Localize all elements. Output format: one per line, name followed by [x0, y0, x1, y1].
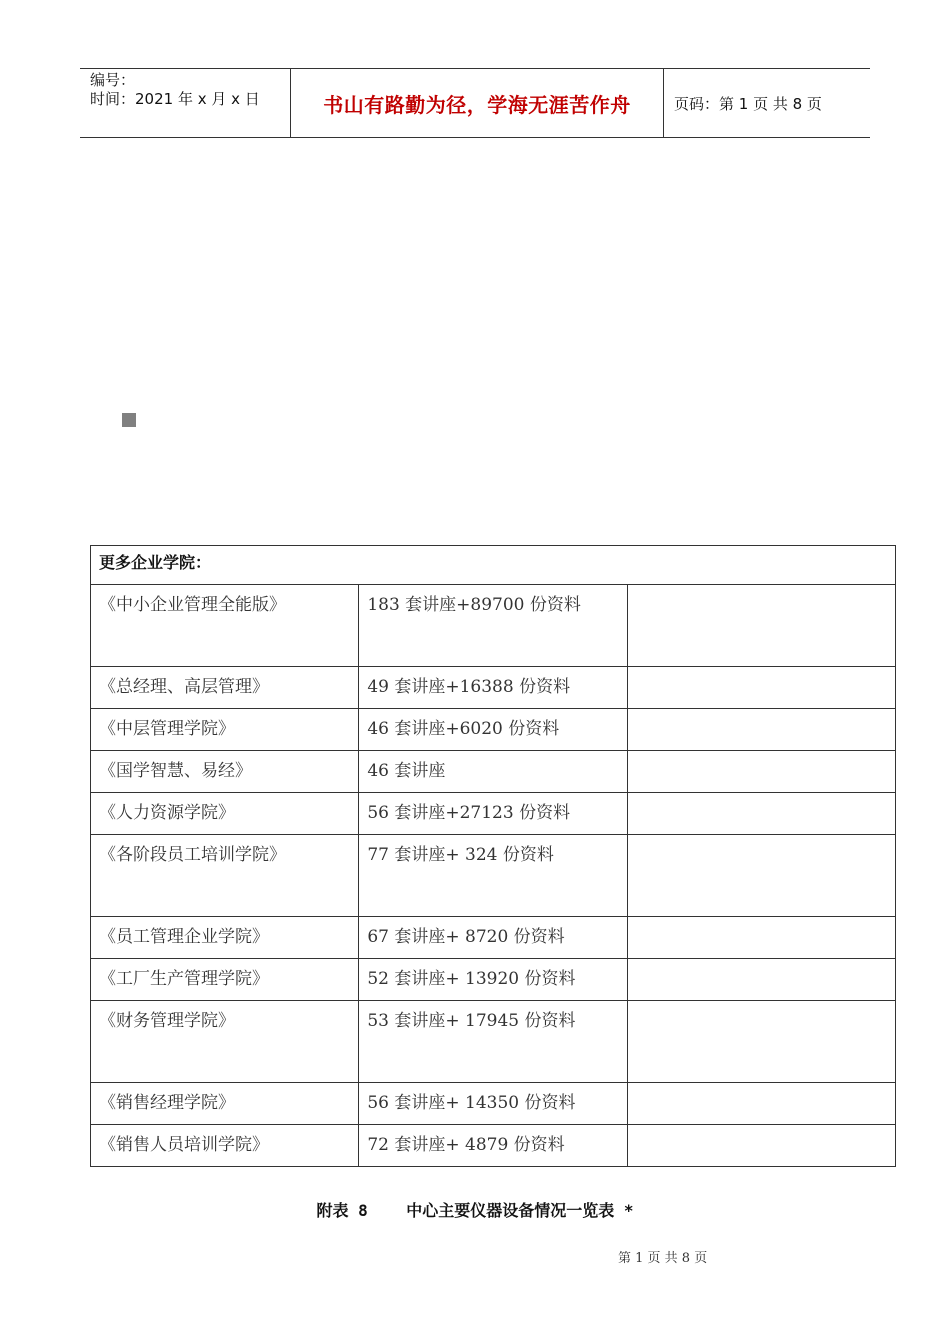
- academy-content: 46 套讲座: [367, 761, 446, 781]
- academy-name-cell: [91, 917, 359, 959]
- academy-name: 《中小企业管理全能版》: [99, 595, 286, 615]
- academy-content: 56 套讲座+27123 份资料: [367, 803, 571, 823]
- table-row: [91, 917, 896, 959]
- academy-note-cell: [627, 667, 895, 709]
- academy-name: 《销售人员培训学院》: [99, 1135, 269, 1155]
- academy-name-cell: [91, 1001, 359, 1083]
- table-row: [91, 835, 896, 917]
- table-row: [91, 585, 896, 667]
- academy-name-cell: [91, 709, 359, 751]
- academy-note-cell: [627, 1001, 895, 1083]
- academy-content-cell: [359, 917, 627, 959]
- academy-note-cell: [627, 709, 895, 751]
- academy-name-cell: [91, 667, 359, 709]
- header-meta: [80, 69, 291, 137]
- academy-content-cell: [359, 667, 627, 709]
- academy-content-cell: [359, 1083, 627, 1125]
- academy-note-cell: [627, 1083, 895, 1125]
- academy-name-cell: [91, 1083, 359, 1125]
- table-row: [91, 709, 896, 751]
- table-heading: 更多企业学院：: [91, 546, 896, 585]
- academy-name-cell: [91, 751, 359, 793]
- academy-content: 56 套讲座+ 14350 份资料: [367, 1093, 576, 1113]
- academy-content: 53 套讲座+ 17945 份资料: [367, 1011, 576, 1031]
- academy-name: 《中层管理学院》: [99, 719, 235, 739]
- academy-content: 67 套讲座+ 8720 份资料: [367, 927, 565, 947]
- header-motto: 书山有路勤为径，学海无涯苦作舟: [291, 69, 664, 137]
- academy-note-cell: [627, 751, 895, 793]
- academy-content-cell: [359, 959, 627, 1001]
- academy-content: 46 套讲座+6020 份资料: [367, 719, 560, 739]
- table-row: [91, 959, 896, 1001]
- academy-name: 《工厂生产管理学院》: [99, 969, 269, 989]
- academy-name-cell: [91, 835, 359, 917]
- academy-content-cell: [359, 751, 627, 793]
- academy-name: 《人力资源学院》: [99, 803, 235, 823]
- academy-content: 72 套讲座+ 4879 份资料: [367, 1135, 565, 1155]
- academy-name-cell: [91, 959, 359, 1001]
- academy-name-cell: [91, 585, 359, 667]
- academy-content: 77 套讲座+ 324 份资料: [367, 845, 554, 865]
- academy-note-cell: [627, 835, 895, 917]
- academy-name: 《销售经理学院》: [99, 1093, 235, 1113]
- academy-name-cell: [91, 793, 359, 835]
- academy-note-cell: [627, 917, 895, 959]
- table-heading-row: [91, 546, 896, 585]
- academy-table: [90, 545, 896, 1167]
- academy-content-cell: [359, 1001, 627, 1083]
- academy-content-cell: [359, 1125, 627, 1167]
- academy-name-cell: [91, 1125, 359, 1167]
- table-row: [91, 793, 896, 835]
- number-label: 编号：: [90, 71, 136, 89]
- table-caption: 附表 8 中心主要仪器设备情况一览表 *: [316, 1201, 634, 1220]
- academy-content-cell: [359, 835, 627, 917]
- academy-name: 《员工管理企业学院》: [99, 927, 269, 947]
- academy-note-cell: [627, 585, 895, 667]
- header-page-label: 页码：第 1 页 共 8 页: [674, 94, 822, 113]
- time-label: 时间：2021 年 x 月 x 日: [90, 90, 260, 108]
- academy-content: 49 套讲座+16388 份资料: [367, 677, 571, 697]
- table-row: [91, 1083, 896, 1125]
- table-row: [91, 1125, 896, 1167]
- academy-content-cell: [359, 585, 627, 667]
- academy-note-cell: [627, 959, 895, 1001]
- academy-content-cell: [359, 793, 627, 835]
- table-row: [91, 751, 896, 793]
- academy-note-cell: [627, 793, 895, 835]
- academy-name: 《国学智慧、易经》: [99, 761, 252, 781]
- academy-content-cell: [359, 709, 627, 751]
- academy-note-cell: [627, 1125, 895, 1167]
- academy-content: 52 套讲座+ 13920 份资料: [367, 969, 576, 989]
- document-header: [80, 68, 870, 138]
- page-footer: 第 1 页 共 8 页: [618, 1251, 708, 1266]
- table-row: [91, 667, 896, 709]
- academy-content: 183 套讲座+89700 份资料: [367, 595, 581, 615]
- square-bullet-icon: [122, 413, 136, 427]
- academy-name: 《各阶段员工培训学院》: [99, 845, 286, 865]
- academy-name: 《财务管理学院》: [99, 1011, 235, 1031]
- academy-name: 《总经理、高层管理》: [99, 677, 269, 697]
- table-row: [91, 1001, 896, 1083]
